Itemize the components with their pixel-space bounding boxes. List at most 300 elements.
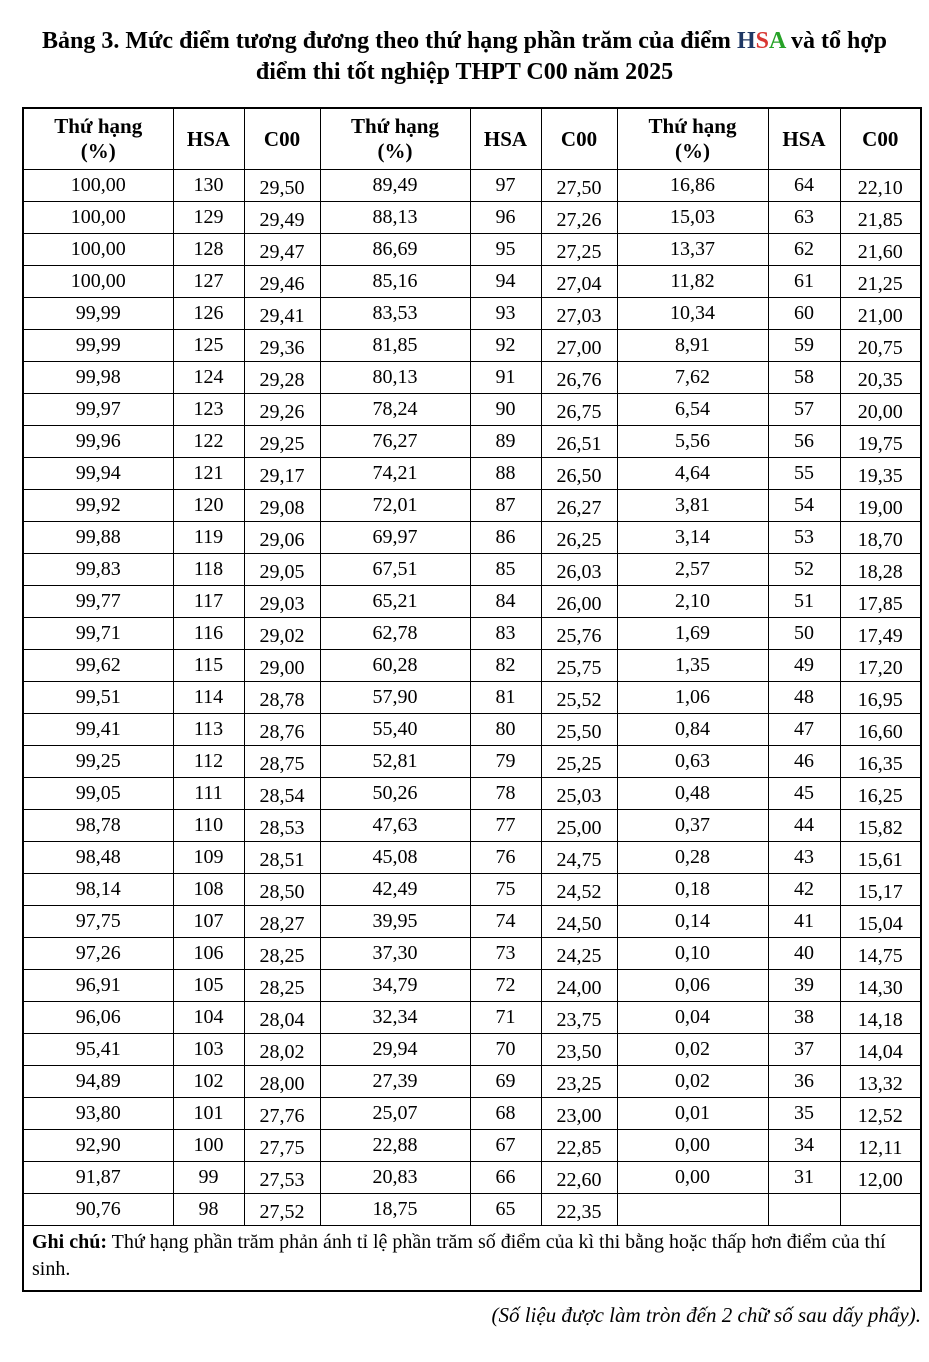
rank-cell: 95,41	[23, 1034, 173, 1066]
hsa-cell: 55	[768, 458, 840, 490]
rank-cell: 37,30	[320, 938, 470, 970]
rank-cell: 57,90	[320, 682, 470, 714]
c00-cell: 21,60	[840, 234, 921, 266]
hsa-cell: 89	[470, 426, 541, 458]
c00-cell: 22,60	[541, 1162, 617, 1194]
table-footnote	[23, 1226, 921, 1292]
c00-cell: 29,47	[244, 234, 320, 266]
rank-cell: 100,00	[23, 170, 173, 202]
table-row	[23, 234, 921, 266]
rank-cell: 39,95	[320, 906, 470, 938]
hsa-cell: 109	[173, 842, 244, 874]
hsa-cell: 36	[768, 1066, 840, 1098]
table-row	[23, 170, 921, 202]
c00-cell: 27,00	[541, 330, 617, 362]
hsa-cell: 97	[470, 170, 541, 202]
hsa-cell: 37	[768, 1034, 840, 1066]
hsa-cell: 60	[768, 298, 840, 330]
rank-cell: 99,92	[23, 490, 173, 522]
rank-cell: 0,04	[617, 1002, 768, 1034]
c00-cell: 22,35	[541, 1194, 617, 1226]
hsa-cell: 39	[768, 970, 840, 1002]
c00-cell: 27,04	[541, 266, 617, 298]
rank-cell: 52,81	[320, 746, 470, 778]
rank-cell: 99,25	[23, 746, 173, 778]
c00-cell: 29,25	[244, 426, 320, 458]
rank-cell: 0,02	[617, 1034, 768, 1066]
hsa-cell: 113	[173, 714, 244, 746]
table-row	[23, 842, 921, 874]
hsa-cell: 90	[470, 394, 541, 426]
rank-cell: 29,94	[320, 1034, 470, 1066]
hsa-cell: 50	[768, 618, 840, 650]
rank-cell: 100,00	[23, 266, 173, 298]
header-hsa-1: HSA	[173, 108, 244, 170]
c00-cell: 29,05	[244, 554, 320, 586]
hsa-cell: 86	[470, 522, 541, 554]
rank-cell: 99,94	[23, 458, 173, 490]
c00-cell	[840, 1194, 921, 1226]
rank-cell: 99,98	[23, 362, 173, 394]
header-c00-1: C00	[244, 108, 320, 170]
hsa-cell: 77	[470, 810, 541, 842]
rank-cell: 99,88	[23, 522, 173, 554]
c00-cell: 29,36	[244, 330, 320, 362]
rank-cell: 15,03	[617, 202, 768, 234]
c00-cell: 27,03	[541, 298, 617, 330]
c00-cell: 12,11	[840, 1130, 921, 1162]
rank-cell: 78,24	[320, 394, 470, 426]
rank-cell: 0,28	[617, 842, 768, 874]
hsa-cell: 85	[470, 554, 541, 586]
c00-cell: 28,78	[244, 682, 320, 714]
rank-cell: 67,51	[320, 554, 470, 586]
hsa-cell: 57	[768, 394, 840, 426]
rank-cell: 69,97	[320, 522, 470, 554]
hsa-cell: 45	[768, 778, 840, 810]
rank-cell: 99,41	[23, 714, 173, 746]
rank-cell: 72,01	[320, 490, 470, 522]
hsa-cell: 106	[173, 938, 244, 970]
c00-cell: 17,20	[840, 650, 921, 682]
hsa-cell: 62	[768, 234, 840, 266]
rank-cell: 60,28	[320, 650, 470, 682]
c00-cell: 25,50	[541, 714, 617, 746]
c00-cell: 28,76	[244, 714, 320, 746]
c00-cell: 25,03	[541, 778, 617, 810]
rank-cell: 32,34	[320, 1002, 470, 1034]
c00-cell: 26,50	[541, 458, 617, 490]
hsa-cell: 42	[768, 874, 840, 906]
c00-cell: 22,10	[840, 170, 921, 202]
rank-cell: 74,21	[320, 458, 470, 490]
rank-cell: 1,35	[617, 650, 768, 682]
rank-cell: 81,85	[320, 330, 470, 362]
hsa-cell	[768, 1194, 840, 1226]
table-row	[23, 522, 921, 554]
rank-cell: 7,62	[617, 362, 768, 394]
hsa-cell: 79	[470, 746, 541, 778]
c00-cell: 12,00	[840, 1162, 921, 1194]
table-row	[23, 554, 921, 586]
hsa-cell: 56	[768, 426, 840, 458]
hsa-cell: 83	[470, 618, 541, 650]
rank-cell: 18,75	[320, 1194, 470, 1226]
rank-cell: 80,13	[320, 362, 470, 394]
c00-cell: 24,75	[541, 842, 617, 874]
c00-cell: 25,25	[541, 746, 617, 778]
table-row	[23, 202, 921, 234]
rank-cell: 98,78	[23, 810, 173, 842]
hsa-cell: 123	[173, 394, 244, 426]
hsa-cell: 58	[768, 362, 840, 394]
header-row	[23, 108, 921, 170]
rank-cell: 0,37	[617, 810, 768, 842]
rank-cell: 8,91	[617, 330, 768, 362]
c00-cell: 28,51	[244, 842, 320, 874]
title-line2: điểm thi tốt nghiệp THPT C00 năm 2025	[255, 59, 674, 86]
c00-cell: 29,28	[244, 362, 320, 394]
c00-cell: 28,27	[244, 906, 320, 938]
c00-cell: 25,00	[541, 810, 617, 842]
hsa-cell: 112	[173, 746, 244, 778]
rank-cell: 5,56	[617, 426, 768, 458]
c00-cell: 28,02	[244, 1034, 320, 1066]
rank-cell: 16,86	[617, 170, 768, 202]
table-row	[23, 682, 921, 714]
note-row	[23, 1226, 921, 1292]
hsa-cell: 120	[173, 490, 244, 522]
c00-cell: 28,04	[244, 1002, 320, 1034]
c00-cell: 20,00	[840, 394, 921, 426]
hsa-cell: 108	[173, 874, 244, 906]
rank-cell: 99,62	[23, 650, 173, 682]
hsa-cell: 101	[173, 1098, 244, 1130]
rank-cell: 3,14	[617, 522, 768, 554]
hsa-cell: 115	[173, 650, 244, 682]
rank-cell: 42,49	[320, 874, 470, 906]
rank-cell: 99,97	[23, 394, 173, 426]
table-row	[23, 714, 921, 746]
c00-cell: 24,50	[541, 906, 617, 938]
rank-cell: 11,82	[617, 266, 768, 298]
hsa-cell: 82	[470, 650, 541, 682]
c00-cell: 20,35	[840, 362, 921, 394]
hsa-cell: 35	[768, 1098, 840, 1130]
hsa-cell: 34	[768, 1130, 840, 1162]
equivalence-table	[22, 107, 922, 1292]
hsa-cell: 116	[173, 618, 244, 650]
rank-cell: 92,90	[23, 1130, 173, 1162]
hsa-cell: 102	[173, 1066, 244, 1098]
hsa-cell: 59	[768, 330, 840, 362]
table-row	[23, 778, 921, 810]
rank-cell: 1,69	[617, 618, 768, 650]
c00-cell: 16,35	[840, 746, 921, 778]
hsa-cell: 119	[173, 522, 244, 554]
hsa-cell: 95	[470, 234, 541, 266]
table-row	[23, 330, 921, 362]
c00-cell: 14,30	[840, 970, 921, 1002]
hsa-cell: 103	[173, 1034, 244, 1066]
header-rank-3: Thứ hạng (%)	[617, 108, 768, 170]
hsa-cell: 72	[470, 970, 541, 1002]
hsa-letter-h: H	[736, 28, 756, 54]
c00-cell: 15,61	[840, 842, 921, 874]
c00-cell: 20,75	[840, 330, 921, 362]
c00-cell: 16,25	[840, 778, 921, 810]
header-rank-1: Thứ hạng (%)	[23, 108, 173, 170]
rank-cell: 3,81	[617, 490, 768, 522]
hsa-cell: 43	[768, 842, 840, 874]
c00-cell: 14,75	[840, 938, 921, 970]
note-label: Ghi chú:	[32, 1231, 108, 1254]
hsa-letter-s: S	[755, 28, 769, 54]
c00-cell: 21,25	[840, 266, 921, 298]
c00-cell: 18,28	[840, 554, 921, 586]
rank-cell: 94,89	[23, 1066, 173, 1098]
c00-cell: 29,41	[244, 298, 320, 330]
c00-cell: 27,52	[244, 1194, 320, 1226]
hsa-cell: 66	[470, 1162, 541, 1194]
hsa-cell: 78	[470, 778, 541, 810]
title-suffix: và tổ hợp	[784, 28, 887, 54]
hsa-cell: 51	[768, 586, 840, 618]
hsa-cell: 49	[768, 650, 840, 682]
rank-cell: 50,26	[320, 778, 470, 810]
rank-cell: 96,06	[23, 1002, 173, 1034]
c00-cell: 16,60	[840, 714, 921, 746]
rank-cell: 0,48	[617, 778, 768, 810]
hsa-cell: 93	[470, 298, 541, 330]
table-row	[23, 298, 921, 330]
hsa-cell: 81	[470, 682, 541, 714]
hsa-cell: 125	[173, 330, 244, 362]
rank-cell: 76,27	[320, 426, 470, 458]
c00-cell: 29,50	[244, 170, 320, 202]
table-row	[23, 650, 921, 682]
hsa-cell: 94	[470, 266, 541, 298]
rank-cell: 0,01	[617, 1098, 768, 1130]
c00-cell: 26,76	[541, 362, 617, 394]
c00-cell: 26,00	[541, 586, 617, 618]
c00-cell: 24,52	[541, 874, 617, 906]
hsa-cell: 52	[768, 554, 840, 586]
hsa-cell: 54	[768, 490, 840, 522]
table-row	[23, 586, 921, 618]
hsa-cell: 48	[768, 682, 840, 714]
hsa-cell: 75	[470, 874, 541, 906]
c00-cell: 26,51	[541, 426, 617, 458]
rank-cell: 100,00	[23, 234, 173, 266]
c00-cell: 23,75	[541, 1002, 617, 1034]
rank-cell: 13,37	[617, 234, 768, 266]
rank-cell: 55,40	[320, 714, 470, 746]
hsa-cell: 96	[470, 202, 541, 234]
c00-cell: 26,27	[541, 490, 617, 522]
c00-cell: 29,06	[244, 522, 320, 554]
c00-cell: 28,54	[244, 778, 320, 810]
hsa-cell: 117	[173, 586, 244, 618]
rank-cell: 0,14	[617, 906, 768, 938]
hsa-cell: 91	[470, 362, 541, 394]
rank-cell: 0,10	[617, 938, 768, 970]
c00-cell: 23,00	[541, 1098, 617, 1130]
rank-cell: 1,06	[617, 682, 768, 714]
rank-cell: 99,83	[23, 554, 173, 586]
header-rank-2: Thứ hạng (%)	[320, 108, 470, 170]
hsa-cell: 64	[768, 170, 840, 202]
rank-cell: 99,77	[23, 586, 173, 618]
hsa-cell: 111	[173, 778, 244, 810]
table-row	[23, 1194, 921, 1226]
header-c00-3: C00	[840, 108, 921, 170]
hsa-cell: 118	[173, 554, 244, 586]
rank-cell: 2,57	[617, 554, 768, 586]
rank-cell: 85,16	[320, 266, 470, 298]
rank-cell: 2,10	[617, 586, 768, 618]
table-row	[23, 810, 921, 842]
rank-cell: 25,07	[320, 1098, 470, 1130]
hsa-cell: 41	[768, 906, 840, 938]
rank-cell: 0,18	[617, 874, 768, 906]
c00-cell: 28,50	[244, 874, 320, 906]
rounding-note: (Số liệu được làm tròn đến 2 chữ số sau dấy phẩy).	[491, 1303, 921, 1328]
hsa-cell: 129	[173, 202, 244, 234]
c00-cell: 19,00	[840, 490, 921, 522]
c00-cell: 29,46	[244, 266, 320, 298]
rank-cell: 89,49	[320, 170, 470, 202]
table-row	[23, 1098, 921, 1130]
rank-cell: 47,63	[320, 810, 470, 842]
hsa-cell: 104	[173, 1002, 244, 1034]
c00-cell: 25,76	[541, 618, 617, 650]
rank-cell: 91,87	[23, 1162, 173, 1194]
rank-cell: 90,76	[23, 1194, 173, 1226]
rank-cell: 86,69	[320, 234, 470, 266]
rank-cell: 45,08	[320, 842, 470, 874]
c00-cell: 23,25	[541, 1066, 617, 1098]
c00-cell: 12,52	[840, 1098, 921, 1130]
table-row	[23, 1066, 921, 1098]
c00-cell: 16,95	[840, 682, 921, 714]
rank-cell: 10,34	[617, 298, 768, 330]
c00-cell: 25,52	[541, 682, 617, 714]
c00-cell: 29,00	[244, 650, 320, 682]
hsa-cell: 80	[470, 714, 541, 746]
hsa-cell: 87	[470, 490, 541, 522]
c00-cell: 27,50	[541, 170, 617, 202]
hsa-letter-a: A	[768, 28, 785, 54]
page-title	[26, 26, 903, 88]
c00-cell: 17,85	[840, 586, 921, 618]
hsa-cell: 99	[173, 1162, 244, 1194]
rank-cell: 0,06	[617, 970, 768, 1002]
table-row	[23, 938, 921, 970]
hsa-cell: 68	[470, 1098, 541, 1130]
hsa-cell: 69	[470, 1066, 541, 1098]
c00-cell: 27,26	[541, 202, 617, 234]
hsa-cell: 38	[768, 1002, 840, 1034]
rank-cell: 99,71	[23, 618, 173, 650]
hsa-cell: 98	[173, 1194, 244, 1226]
c00-cell: 15,17	[840, 874, 921, 906]
hsa-cell: 105	[173, 970, 244, 1002]
c00-cell: 24,00	[541, 970, 617, 1002]
rank-cell: 98,48	[23, 842, 173, 874]
table-row	[23, 618, 921, 650]
table-row	[23, 906, 921, 938]
c00-cell: 14,04	[840, 1034, 921, 1066]
rank-cell: 0,84	[617, 714, 768, 746]
table-row	[23, 1130, 921, 1162]
hsa-cell: 71	[470, 1002, 541, 1034]
table-row	[23, 266, 921, 298]
c00-cell: 15,82	[840, 810, 921, 842]
header-hsa-3: HSA	[768, 108, 840, 170]
header-hsa-2: HSA	[470, 108, 541, 170]
c00-cell: 29,17	[244, 458, 320, 490]
rank-cell: 27,39	[320, 1066, 470, 1098]
c00-cell: 21,85	[840, 202, 921, 234]
c00-cell: 28,25	[244, 938, 320, 970]
rank-cell: 0,00	[617, 1162, 768, 1194]
hsa-cell: 74	[470, 906, 541, 938]
table-row	[23, 1002, 921, 1034]
c00-cell: 29,49	[244, 202, 320, 234]
hsa-cell: 67	[470, 1130, 541, 1162]
rank-cell: 6,54	[617, 394, 768, 426]
table-header	[23, 108, 921, 170]
c00-cell: 14,18	[840, 1002, 921, 1034]
hsa-cell: 70	[470, 1034, 541, 1066]
table-body	[23, 170, 921, 1226]
c00-cell: 27,25	[541, 234, 617, 266]
title-prefix: Bảng 3. Mức điểm tương đương theo thứ hạng phần trăm của điểm	[42, 28, 737, 54]
table-row	[23, 970, 921, 1002]
hsa-cell: 110	[173, 810, 244, 842]
table-row	[23, 1162, 921, 1194]
rank-cell: 100,00	[23, 202, 173, 234]
hsa-cell: 126	[173, 298, 244, 330]
hsa-cell: 124	[173, 362, 244, 394]
hsa-cell: 44	[768, 810, 840, 842]
c00-cell: 17,49	[840, 618, 921, 650]
c00-cell: 29,03	[244, 586, 320, 618]
c00-cell: 24,25	[541, 938, 617, 970]
table-row	[23, 394, 921, 426]
table-row	[23, 874, 921, 906]
rank-cell: 99,05	[23, 778, 173, 810]
hsa-cell: 31	[768, 1162, 840, 1194]
c00-cell: 25,75	[541, 650, 617, 682]
hsa-cell: 88	[470, 458, 541, 490]
c00-cell: 19,35	[840, 458, 921, 490]
c00-cell: 26,03	[541, 554, 617, 586]
hsa-cell: 122	[173, 426, 244, 458]
hsa-cell: 61	[768, 266, 840, 298]
hsa-cell: 46	[768, 746, 840, 778]
rank-cell: 99,99	[23, 330, 173, 362]
c00-cell: 13,32	[840, 1066, 921, 1098]
c00-cell: 28,75	[244, 746, 320, 778]
rank-cell: 22,88	[320, 1130, 470, 1162]
table-row	[23, 458, 921, 490]
hsa-cell: 47	[768, 714, 840, 746]
hsa-cell: 128	[173, 234, 244, 266]
c00-cell: 26,75	[541, 394, 617, 426]
table-row	[23, 362, 921, 394]
